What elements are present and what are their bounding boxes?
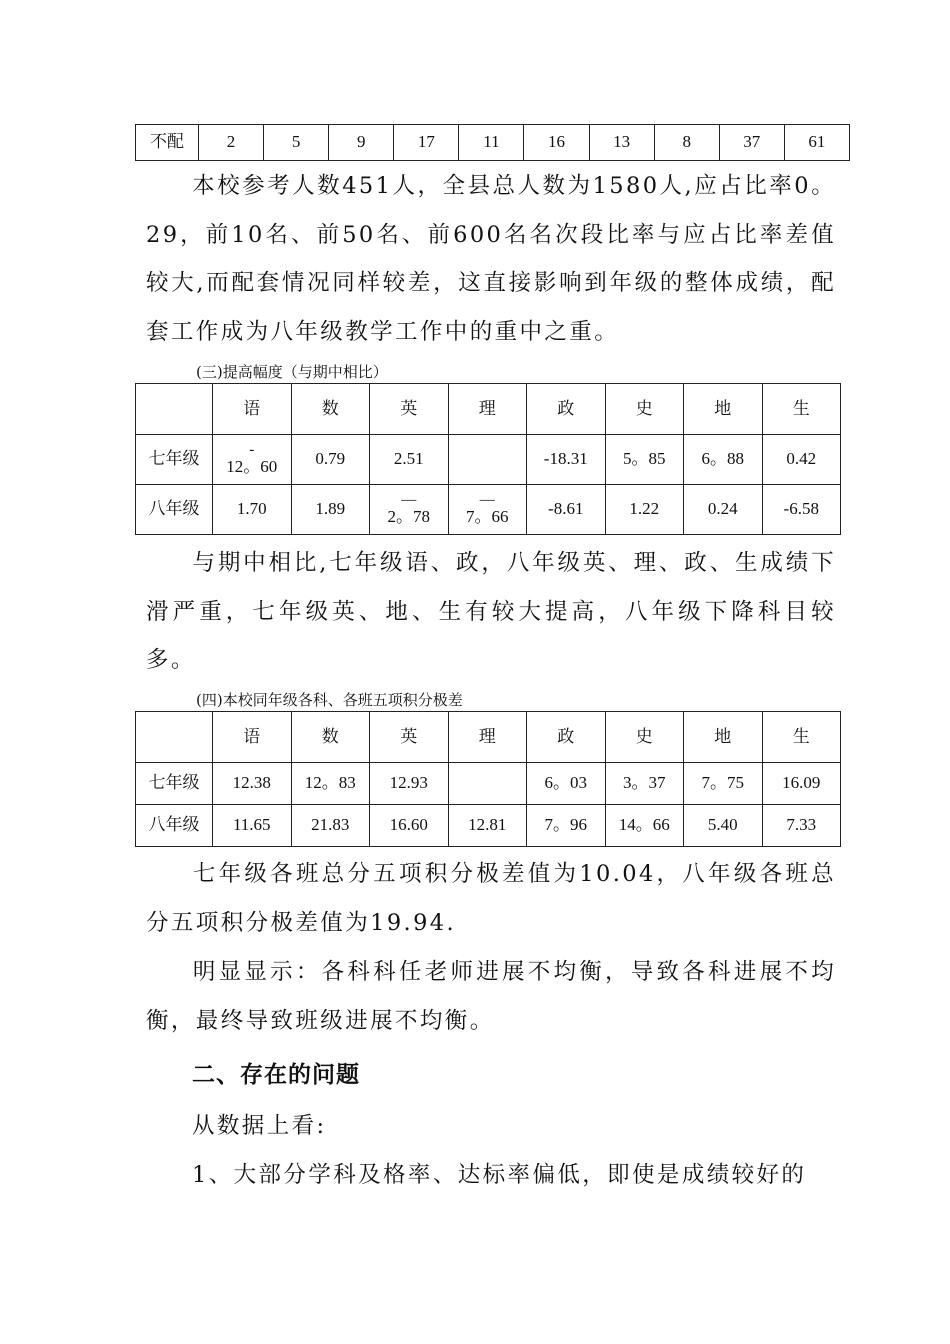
table-cell: 2.51 bbox=[370, 435, 449, 485]
table-cell: 3。37 bbox=[605, 763, 684, 805]
table-cell: 1.70 bbox=[213, 485, 292, 535]
row-label: 八年级 bbox=[136, 805, 213, 847]
header-cell: 史 bbox=[605, 384, 684, 435]
paragraph-comparison bbox=[146, 539, 836, 685]
paragraph-range-summary bbox=[146, 850, 836, 947]
table-cell: 1.22 bbox=[605, 485, 684, 535]
table-cell: -8.61 bbox=[527, 485, 606, 535]
table-cell bbox=[448, 485, 527, 535]
row-label: 八年级 bbox=[136, 485, 213, 535]
caption-range: (四)本校同年级各科、各班五项积分极差 bbox=[196, 691, 463, 709]
table-cell: 61 bbox=[784, 125, 849, 161]
table-cell: 0.42 bbox=[762, 435, 841, 485]
table-cell: 12.81 bbox=[448, 805, 527, 847]
table-row bbox=[136, 435, 841, 485]
text-line: 1、大部分学科及格率、达标率偏低，即使是成绩较好的 bbox=[192, 1162, 807, 1188]
table-row bbox=[136, 805, 841, 847]
cell-bottom: 7。66 bbox=[466, 507, 509, 527]
text-line: 从数据上看: bbox=[192, 1113, 327, 1139]
header-cell: 英 bbox=[370, 384, 449, 435]
table-cell bbox=[448, 435, 527, 485]
header-cell: 数 bbox=[291, 712, 370, 763]
table-cell: 11.65 bbox=[213, 805, 292, 847]
table-range bbox=[135, 711, 841, 847]
cell-top: — bbox=[401, 492, 417, 509]
header-cell: 生 bbox=[762, 712, 841, 763]
paragraph-participation bbox=[146, 162, 836, 356]
cell-bottom: 12。60 bbox=[226, 457, 278, 477]
header-cell: 理 bbox=[448, 712, 527, 763]
row-label: 七年级 bbox=[136, 435, 213, 485]
table-row bbox=[136, 125, 850, 161]
table-cell bbox=[370, 485, 449, 535]
caption-improvement: (三)提高幅度（与期中相比） bbox=[196, 363, 388, 381]
header-cell: 英 bbox=[370, 712, 449, 763]
table-cell: 16.09 bbox=[762, 763, 841, 805]
table-cell: 12.93 bbox=[370, 763, 449, 805]
table-cell: 5 bbox=[264, 125, 329, 161]
header-cell: 政 bbox=[527, 712, 606, 763]
table-cell: 0.24 bbox=[684, 485, 763, 535]
table-row bbox=[136, 485, 841, 535]
table-pairing bbox=[135, 124, 850, 161]
table-improvement bbox=[135, 383, 841, 535]
table-cell: 12。83 bbox=[291, 763, 370, 805]
paragraph-text: 本校参考人数451人，全县总人数为1580人,应占比率0。29，前10名、前50名、前600名名次段比率与应占比率差值较大,而配套情况同样较差，这直接影响到年级的整体成绩，配套工作成为八年级教学工作中的重中之重。 bbox=[146, 173, 836, 345]
table-cell: -6.58 bbox=[762, 485, 841, 535]
table-cell: 11 bbox=[459, 125, 524, 161]
table-cell: 17 bbox=[394, 125, 459, 161]
table-cell bbox=[213, 435, 292, 485]
table-cell: 不配 bbox=[136, 125, 199, 161]
table-cell: 8 bbox=[654, 125, 719, 161]
table-cell: 21.83 bbox=[291, 805, 370, 847]
section-heading: 二、存在的问题 bbox=[192, 1062, 360, 1088]
header-cell: 理 bbox=[448, 384, 527, 435]
table-cell: 7。96 bbox=[527, 805, 606, 847]
table-cell: 5。85 bbox=[605, 435, 684, 485]
table-cell: 16.60 bbox=[370, 805, 449, 847]
table-cell: 0.79 bbox=[291, 435, 370, 485]
table-cell: 7。75 bbox=[684, 763, 763, 805]
table-cell: 9 bbox=[329, 125, 394, 161]
table-cell: 1.89 bbox=[291, 485, 370, 535]
table-cell: 2 bbox=[199, 125, 264, 161]
header-cell: 地 bbox=[684, 712, 763, 763]
cell-bottom: 2。78 bbox=[387, 507, 430, 527]
table-cell: 7.33 bbox=[762, 805, 841, 847]
table-cell: 6。88 bbox=[684, 435, 763, 485]
header-cell: 数 bbox=[291, 384, 370, 435]
paragraph-text: 与期中相比,七年级语、政，八年级英、理、政、生成绩下滑严重，七年级英、地、生有较大提高，八年级下降科目较多。 bbox=[146, 550, 836, 673]
table-cell bbox=[448, 763, 527, 805]
paragraph-text: 明显显示：各科科任老师进展不均衡，导致各科进展不均衡，最终导致班级进展不均衡。 bbox=[146, 959, 836, 1034]
header-cell: 语 bbox=[213, 712, 292, 763]
table-cell: 12.38 bbox=[213, 763, 292, 805]
header-cell: 史 bbox=[605, 712, 684, 763]
table-header-row bbox=[136, 384, 841, 435]
table-cell: 37 bbox=[719, 125, 784, 161]
cell-top: — bbox=[479, 492, 495, 509]
table-cell: 13 bbox=[589, 125, 654, 161]
table-cell: 6。03 bbox=[527, 763, 606, 805]
cell-top: - bbox=[249, 442, 255, 459]
table-cell: 14。66 bbox=[605, 805, 684, 847]
row-label: 七年级 bbox=[136, 763, 213, 805]
paragraph-text: 七年级各班总分五项积分极差值为10.04，八年级各班总分五项积分极差值为19.94. bbox=[146, 861, 836, 936]
paragraph-observation bbox=[146, 948, 836, 1045]
table-header-row bbox=[136, 712, 841, 763]
table-cell: -18.31 bbox=[527, 435, 606, 485]
table-cell: 16 bbox=[524, 125, 589, 161]
header-cell: 语 bbox=[213, 384, 292, 435]
header-cell: 地 bbox=[684, 384, 763, 435]
header-cell: 生 bbox=[762, 384, 841, 435]
header-cell: 政 bbox=[527, 384, 606, 435]
header-cell bbox=[136, 712, 213, 763]
table-cell: 5.40 bbox=[684, 805, 763, 847]
table-row bbox=[136, 763, 841, 805]
header-cell bbox=[136, 384, 213, 435]
